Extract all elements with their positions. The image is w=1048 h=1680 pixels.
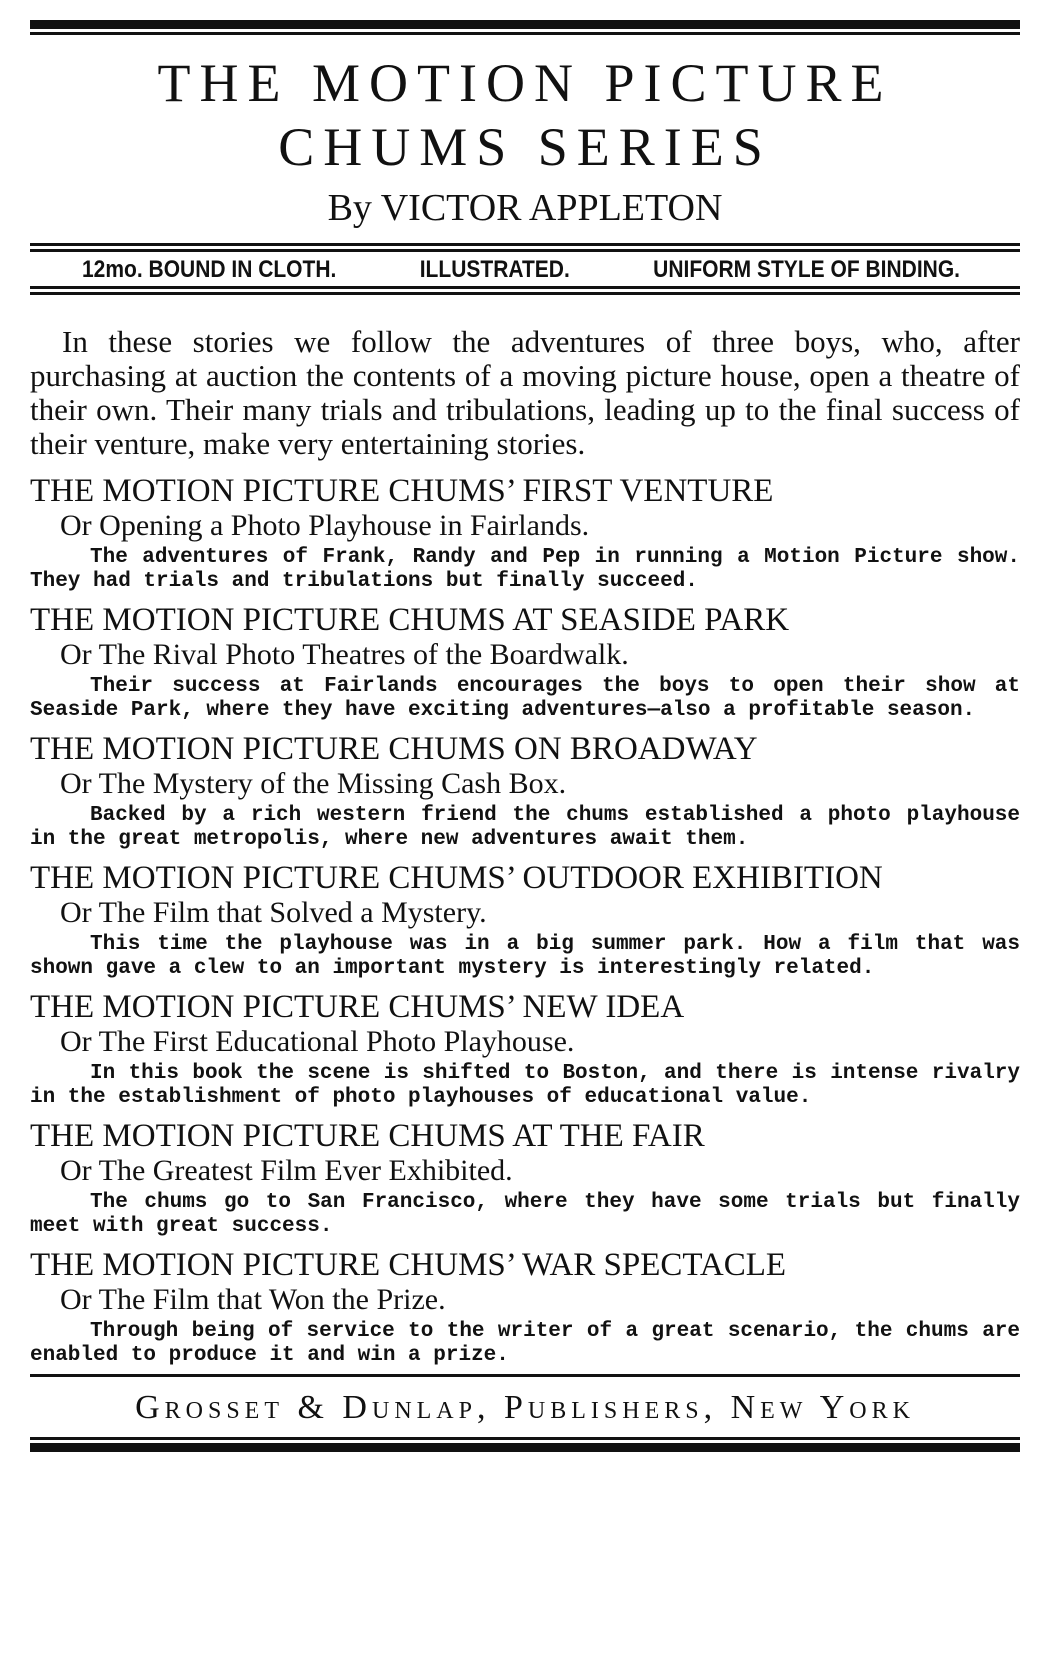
- author-byline: By VICTOR APPLETON: [327, 187, 723, 229]
- series-intro: In these stories we follow the adventures of three boys, who, after purchasing at auction the contents of a moving picture house, open a theatre of their own. Their many trials and tribulations, leading up to the final success of their venture, make very entertaining stories.: [30, 324, 1020, 461]
- book-title: THE MOTION PICTURE CHUMS’ NEW IDEA: [30, 989, 685, 1025]
- book-title: THE MOTION PICTURE CHUMS ON BROADWAY: [30, 731, 758, 767]
- book-description: Backed by a rich western friend the chums established a photo playhouse in the great metropolis, where new adventures await them.: [30, 804, 1020, 851]
- book-entry: [30, 1249, 1020, 1368]
- binding-format: 12mo. BOUND IN CLOTH.: [82, 256, 337, 283]
- book-entry: [30, 475, 1020, 594]
- book-title: THE MOTION PICTURE CHUMS’ WAR SPECTACLE: [30, 1247, 787, 1283]
- footer-rule-top: [30, 1374, 1020, 1377]
- book-description: The adventures of Frank, Randy and Pep in running a Motion Picture show. They had trials and tribulations but finally succeed.: [30, 546, 1020, 593]
- advertisement-page: [30, 20, 1020, 1452]
- book-entry: [30, 991, 1020, 1110]
- book-subtitle: Or The Film that Won the Prize.: [60, 1283, 446, 1316]
- binding-rule-bottom-2: [30, 292, 1020, 295]
- book-entry: [30, 733, 1020, 852]
- book-entry: [30, 604, 1020, 723]
- bottom-rule-thick: [30, 1443, 1020, 1452]
- book-entry: [30, 1120, 1020, 1239]
- book-description: Through being of service to the writer of a great scenario, the chums are enabled to produce it and win a prize.: [30, 1320, 1020, 1367]
- book-title: THE MOTION PICTURE CHUMS AT THE FAIR: [30, 1118, 705, 1154]
- book-description: This time the playhouse was in a big summer park. How a film that was shown gave a clew to an important mystery is interestingly related.: [30, 933, 1020, 980]
- binding-style: UNIFORM STYLE OF BINDING.: [653, 256, 960, 283]
- book-title: THE MOTION PICTURE CHUMS’ FIRST VENTURE: [30, 473, 774, 509]
- book-subtitle: Or The Greatest Film Ever Exhibited.: [60, 1154, 513, 1187]
- publisher-imprint: Grosset & Dunlap, Publishers, New York: [135, 1389, 915, 1426]
- series-title-line-1: THE MOTION PICTURE: [157, 53, 893, 113]
- book-entry: [30, 862, 1020, 981]
- binding-info: [30, 249, 1020, 288]
- book-description: The chums go to San Francisco, where they have some trials but finally meet with great success.: [30, 1191, 1020, 1238]
- binding-illustrated: ILLUSTRATED.: [419, 256, 570, 283]
- book-description: In this book the scene is shifted to Boston, and there is intense rivalry in the establishment of photo playhouses of educational value.: [30, 1062, 1020, 1109]
- top-rule-thick: [30, 20, 1020, 29]
- book-subtitle: Or The Mystery of the Missing Cash Box.: [60, 767, 567, 800]
- book-description: Their success at Fairlands encourages the boys to open their show at Seaside Park, where they have exciting adventures—also a profitable season.: [30, 675, 1020, 722]
- book-subtitle: Or The First Educational Photo Playhouse.: [60, 1025, 575, 1058]
- book-subtitle: Or The Rival Photo Theatres of the Boardwalk.: [60, 638, 629, 671]
- book-title: THE MOTION PICTURE CHUMS AT SEASIDE PARK: [30, 602, 790, 638]
- book-subtitle: Or The Film that Solved a Mystery.: [60, 896, 487, 929]
- series-title-line-2: CHUMS SERIES: [278, 117, 772, 177]
- book-subtitle: Or Opening a Photo Playhouse in Fairlands.: [60, 509, 590, 542]
- book-title: THE MOTION PICTURE CHUMS’ OUTDOOR EXHIBITION: [30, 860, 883, 896]
- book-list: [30, 475, 1020, 1368]
